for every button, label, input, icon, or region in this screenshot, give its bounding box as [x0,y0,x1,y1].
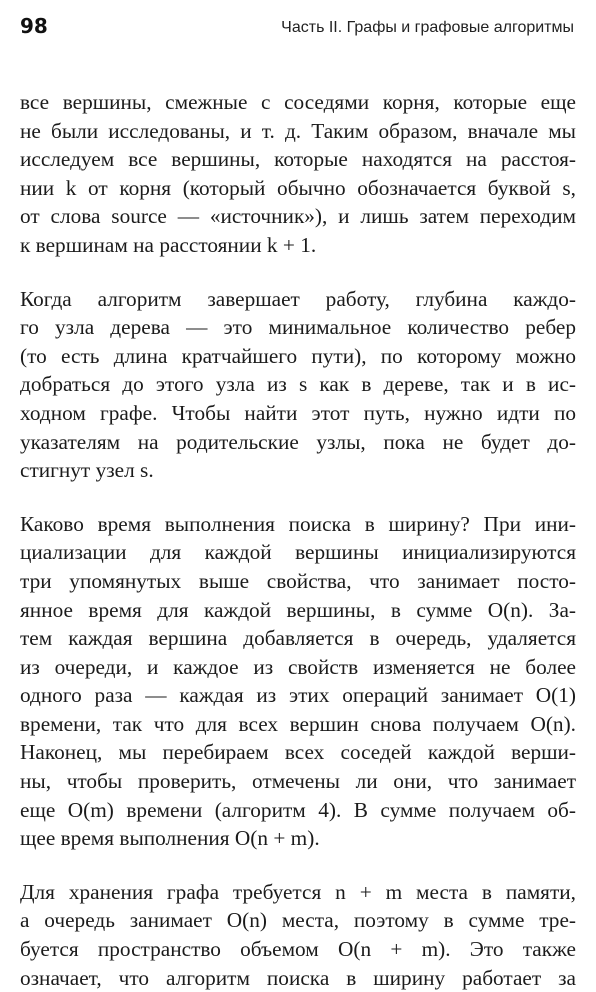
text-line: нии k от корня (который обычно обозначается буквой s, [20,175,576,200]
running-head: Часть II. Графы и графовые алгоритмы [281,19,574,36]
text-line: Когда алгоритм завершает работу, глубина каждо- [20,286,576,311]
text-line: янное время для каждой вершины, в сумме O(n). За- [20,597,576,622]
text-line: из очереди, и каждое из свойств изменяется не более [20,654,576,679]
text-line: указателям на родительские узлы, пока не будет до- [20,429,576,454]
text-line: одного раза — каждая из этих операций занимает O(1) [20,683,576,708]
paragraph-3 [20,510,576,853]
text-line: Каково время выполнения поиска в ширину? При ини- [20,511,576,536]
text-line: Наконец, мы перебираем всех соседей каждой верши- [20,740,576,765]
text-line: времени, так что для всех вершин снова получаем O(n). [20,711,576,736]
text-line: буется пространство объемом O(n + m). Это также [20,937,576,962]
text-line: щее время выполнения O(n + m). [20,826,320,851]
text-line: а очередь занимает O(n) места, поэтому в сумме тре- [20,908,576,933]
text-line: к вершинам на расстоянии k + 1. [20,232,317,257]
text-line: тем каждая вершина добавляется в очередь, удаляется [20,626,576,651]
text-line: Для хранения графа требуется n + m места в памяти, [20,879,576,904]
paragraph-1 [20,88,576,260]
text-line: не были исследованы, и т. д. Таким образом, вначале мы [20,118,576,143]
text-line: еще O(m) времени (алгоритм 4). В сумме получаем об- [20,797,576,822]
text-line: ны, чтобы проверить, отмечены ли они, что занимает [20,769,576,794]
text-line: от слова source — «источник»), и лишь затем переходим [20,204,576,229]
page-header [0,0,596,54]
text-line: циализации для каждой вершины инициализируются [20,540,576,565]
text-line: все вершины, смежные с соседями корня, которые еще [20,90,576,114]
paragraph-4 [20,878,576,992]
text-line: ходном графе. Чтобы найти этот путь, нужно идти по [20,400,576,425]
text-line: стигнут узел s. [20,458,154,483]
paragraph-2 [20,285,576,485]
page-number: 98 [20,14,48,38]
text-line: три упомянутых выше свойства, что занимает посто- [20,568,576,593]
text-line: добраться до этого узла из s как в дереве, так и в ис- [20,372,576,397]
text-line: означает, что алгоритм поиска в ширину работает за [20,965,576,990]
body-text [20,88,576,992]
text-line: (то есть длина кратчайшего пути), по которому можно [20,343,576,368]
text-line: исследуем все вершины, которые находятся на расстоя- [20,147,576,172]
text-line: го узла дерева — это минимальное количество ребер [20,315,576,340]
